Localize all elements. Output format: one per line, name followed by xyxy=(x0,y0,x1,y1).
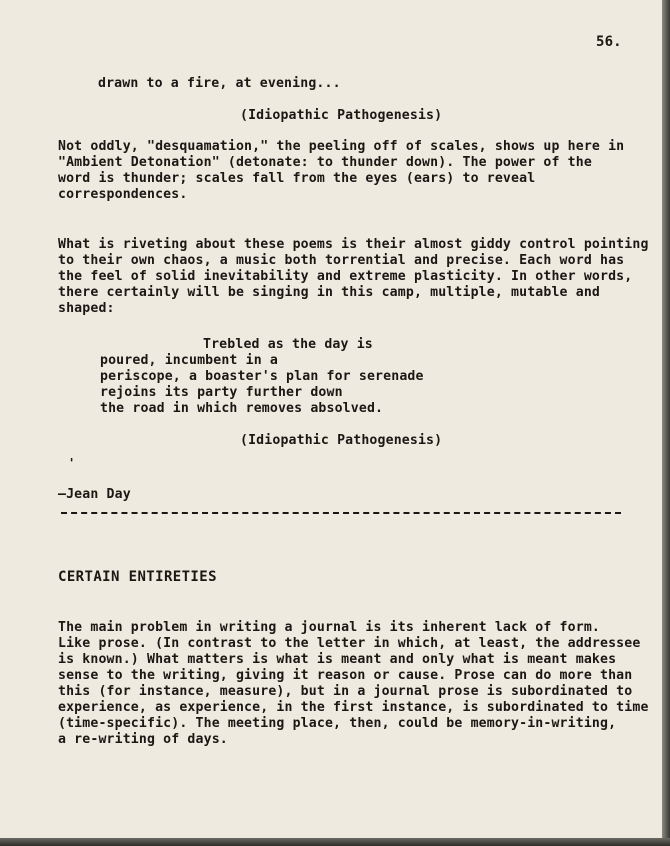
page-bottom-shadow xyxy=(0,838,670,846)
section-line: sense to the writing, giving it reason or cause. Prose can do more than xyxy=(58,668,633,683)
page-edge-shadow xyxy=(662,0,670,846)
paragraph2-line: What is riveting about these poems is their almost giddy control pointing xyxy=(58,237,649,252)
section-heading: CERTAIN ENTIRETIES xyxy=(58,569,217,585)
paragraph1-line: Not oddly, "desquamation," the peeling off of scales, shows up here in xyxy=(58,139,625,154)
section-line: The main problem in writing a journal is its inherent lack of form. xyxy=(58,620,600,635)
poem-line: periscope, a boaster's plan for serenade xyxy=(100,369,424,384)
paragraph2-line: to their own chaos, a music both torrential and precise. Each word has xyxy=(58,253,625,268)
poem-line: rejoins its party further down xyxy=(100,385,343,400)
poem-line: the road in which removes absolved. xyxy=(100,401,384,416)
paragraph1-line: "Ambient Detonation" (detonate: to thunder down). The power of the xyxy=(58,155,592,170)
opening-quote-line: drawn to a fire, at evening... xyxy=(98,76,341,91)
poem-line: Trebled as the day is xyxy=(203,337,373,352)
section-separator xyxy=(61,512,621,514)
section-line: (time-specific). The meeting place, then, could be memory-in-writing, xyxy=(58,716,617,731)
author-signature: —Jean Day xyxy=(58,487,131,502)
paragraph1-line: word is thunder; scales fall from the eyes (ears) to reveal xyxy=(58,171,536,186)
paragraph2-line: there certainly will be singing in this camp, multiple, mutable and xyxy=(58,285,600,300)
poem-citation: (Idiopathic Pathogenesis) xyxy=(240,433,443,448)
section-line: is known.) What matters is what is meant and only what is meant makes xyxy=(58,652,617,667)
stray-ink-mark: ' xyxy=(68,456,76,470)
section-line: a re-writing of days. xyxy=(58,732,228,747)
page-number: 56. xyxy=(596,34,622,50)
paragraph1-line: correspondences. xyxy=(58,187,188,202)
paragraph2-line: the feel of solid inevitability and extreme plasticity. In other words, xyxy=(58,269,633,284)
section-line: this (for instance, measure), but in a journal prose is subordinated to xyxy=(58,684,633,699)
opening-citation: (Idiopathic Pathogenesis) xyxy=(240,108,443,123)
poem-line: poured, incumbent in a xyxy=(100,353,278,368)
section-line: experience, as experience, in the first instance, is subordinated to time xyxy=(58,700,649,715)
paragraph2-line: shaped: xyxy=(58,301,115,316)
section-line: Like prose. (In contrast to the letter in which, at least, the addressee xyxy=(58,636,641,651)
